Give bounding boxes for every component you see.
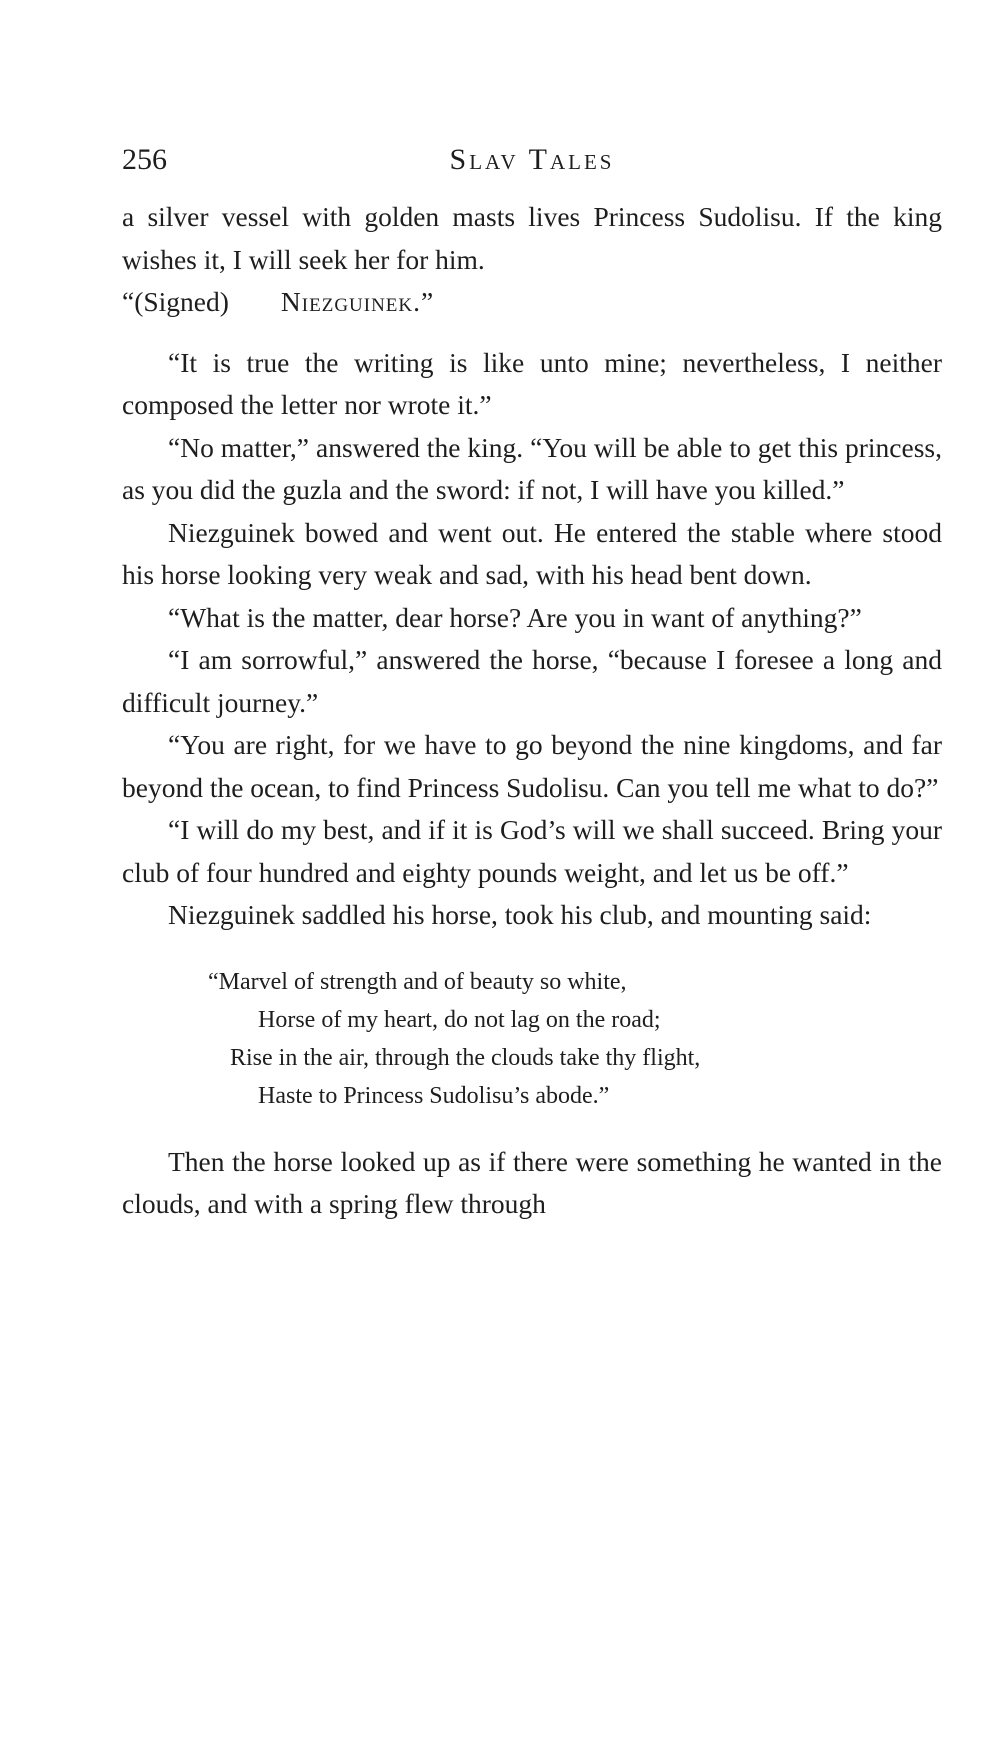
paragraph: “No matter,” answered the king. “You will be able to get this princess, as you did the guzla and the sword: if not, I will have you killed.”: [122, 431, 942, 505]
verse-line: Haste to Princess Sudolisu’s abode.”: [258, 1082, 610, 1109]
running-head: [122, 140, 942, 180]
text-block: [122, 196, 942, 1226]
paragraph-continuation: a silver vessel with golden masts lives Princess Sudolisu. If the king wishes it, I will seek her for him.: [122, 201, 942, 275]
paragraph: “What is the matter, dear horse? Are you in want of anything?”: [168, 601, 862, 633]
verse-line: Rise in the air, through the clouds take thy flight,: [230, 1044, 701, 1071]
verse-block: [208, 963, 942, 1115]
paragraph: “It is true the writing is like unto mine; nevertheless, I neither composed the letter nor wrote it.”: [122, 346, 942, 420]
signature-label: “(Signed): [122, 286, 229, 317]
paragraph: “You are right, for we have to go beyond the nine kingdoms, and far beyond the ocean, to find Princess Sudolisu. Can you tell me what to do?”: [122, 729, 942, 803]
paragraph: “I will do my best, and if it is God’s will we shall succeed. Bring your club of four hundred and eighty pounds weight, and let us be off.”: [122, 814, 942, 888]
paragraph: Niezguinek saddled his horse, took his club, and mounting said:: [168, 899, 872, 930]
spacer: [122, 324, 942, 342]
verse-line: Horse of my heart, do not lag on the road;: [258, 1006, 661, 1033]
signature-name: Niezguinek.”: [280, 286, 435, 317]
paragraph-closing: Then the horse looked up as if there were something he wanted in the clouds, and with a spring flew through: [122, 1145, 942, 1219]
paragraph: Niezguinek bowed and went out. He entered the stable where stood his horse looking very weak and sad, with his head bent down.: [122, 516, 942, 590]
paragraph: “I am sorrowful,” answered the horse, “because I foresee a long and difficult journey.”: [122, 644, 942, 718]
running-title: Slav Tales: [449, 143, 615, 176]
letter-signature: [122, 281, 942, 324]
page-number: 256: [122, 143, 167, 176]
verse-line: “Marvel of strength and of beauty so white,: [208, 968, 627, 995]
